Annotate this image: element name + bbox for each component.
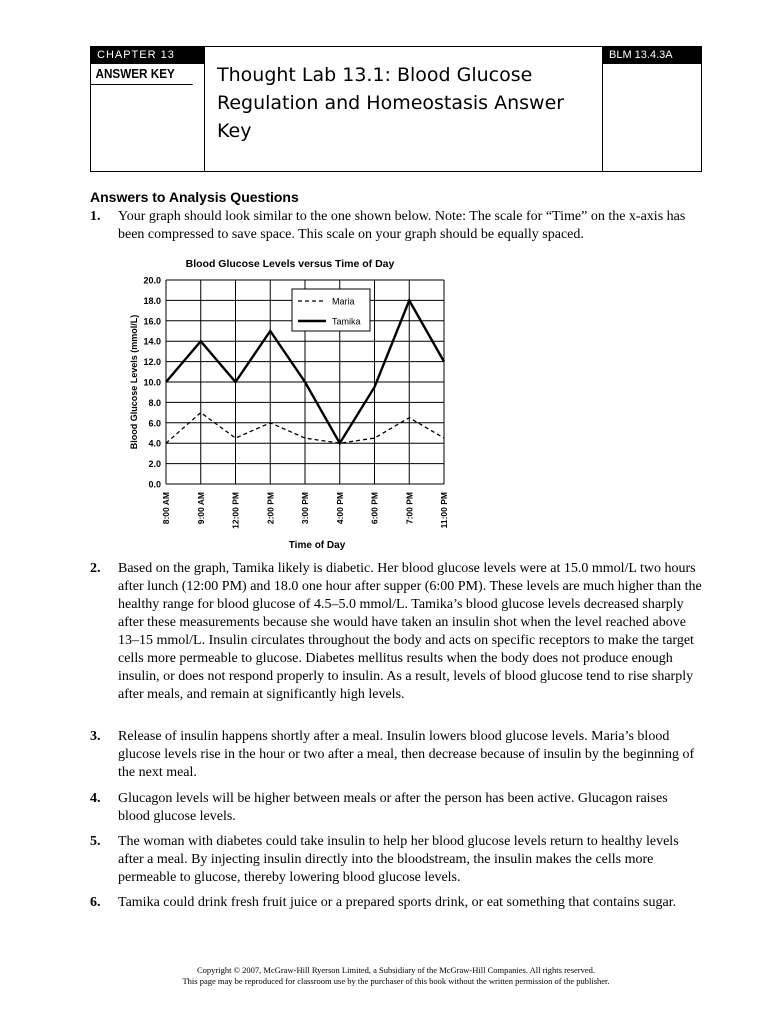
y-tick-label: 0.0	[148, 479, 161, 490]
y-axis-label: Blood Glucose Levels (mmol/L)	[129, 314, 139, 450]
x-tick-label: 9:00 AM	[195, 492, 206, 525]
footer-permission: This page may be reproduced for classroom use by the purchaser of this book without the written permission of the publisher.	[182, 976, 610, 986]
answer-number: 2.	[90, 561, 101, 576]
blm-label: BLM 13.4.3A	[603, 47, 701, 64]
answer-text: Tamika could drink fresh fruit juice or a prepared sports drink, or eat something that contains sugar.	[118, 895, 677, 910]
answer-text: Release of insulin happens shortly after a meal. Insulin lowers blood glucose levels. Maria’s blood glucose levels rise in the hour or two after a meal, then decrease because of insulin by the beginning of the next meal.	[118, 729, 695, 780]
x-tick-label: 7:00 PM	[404, 492, 415, 525]
legend-label-tamika: Tamika	[332, 316, 361, 327]
answer-4	[90, 790, 702, 826]
chart-title: Blood Glucose Levels versus Time of Day	[185, 258, 395, 270]
page-title: Thought Lab 13.1: Blood Glucose Regulation and Homeostasis Answer Key	[217, 64, 565, 142]
footer-copyright: Copyright © 2007, McGraw-Hill Ryerson Limited, a Subsidiary of the McGraw-Hill Companies. All rights reserved.	[197, 965, 595, 975]
header-box	[90, 46, 702, 172]
answer-number: 3.	[90, 729, 101, 744]
x-tick-label: 2:00 PM	[265, 492, 276, 525]
legend-label-maria: Maria	[332, 296, 355, 307]
y-tick-label: 2.0	[148, 459, 161, 470]
y-tick-label: 6.0	[148, 418, 161, 429]
answer-text: The woman with diabetes could take insulin to help her blood glucose levels return to healthy levels after a meal. By injecting insulin directly into the bloodstream, the insulin makes the cells more permeable to glucose, thereby lowering blood glucose levels.	[118, 834, 679, 885]
y-tick-label: 20.0	[143, 275, 161, 286]
chapter-label: CHAPTER 13	[91, 47, 204, 64]
x-tick-label: 11:00 PM	[439, 492, 449, 529]
answer-number: 4.	[90, 791, 101, 806]
y-tick-label: 14.0	[143, 336, 161, 347]
y-tick-label: 12.0	[143, 357, 161, 368]
answer-number: 6.	[90, 895, 101, 910]
x-tick-label: 4:00 PM	[334, 492, 345, 525]
answer-text: Based on the graph, Tamika likely is diabetic. Her blood glucose levels were at 15.0 mmol/L two hours after lunch (12:00 PM) and 18.0 one hour after supper (6:00 PM). These levels are much higher than the healthy range for blood glucose of 4.5–5.0 mmol/L. Tamika’s blood glucose levels decreased sharply after these measurements because she would have taken an insulin shot when the level reached above 13–15 mmol/L. Insulin circulates throughout the body and acts on specific receptors to make the target cells more permeable to glucose. Diabetes mellitus results when the body does not produce enough insulin, or does not respond properly to insulin. As a result, levels of blood glucose tend to rise sharply after meals, and remain at significantly high levels.	[118, 561, 702, 702]
y-tick-label: 18.0	[143, 295, 161, 306]
section-heading: Answers to Analysis Questions	[90, 189, 299, 205]
footer	[90, 965, 702, 987]
answer-6	[90, 894, 702, 912]
answer-text: Your graph should look similar to the one shown below. Note: The scale for “Time” on the x-axis has been compressed to save space. This scale on your graph should be equally spaced.	[118, 209, 686, 242]
y-tick-label: 10.0	[143, 377, 161, 388]
answer-2	[90, 560, 702, 704]
answer-number: 5.	[90, 834, 101, 849]
answer-5	[90, 833, 702, 887]
chapter-box	[91, 47, 205, 171]
glucose-chart	[126, 252, 456, 552]
y-tick-label: 16.0	[143, 316, 161, 327]
answer-3	[90, 728, 702, 782]
x-tick-label: 6:00 PM	[369, 492, 380, 525]
y-tick-label: 4.0	[148, 438, 161, 449]
y-tick-label: 8.0	[148, 397, 161, 408]
answer-1	[90, 208, 702, 244]
answer-text: Glucagon levels will be higher between meals or after the person has been active. Glucagon raises blood glucose levels.	[118, 791, 668, 824]
answer-key-label: ANSWER KEY	[91, 64, 193, 85]
x-tick-label: 12:00 PM	[230, 492, 241, 529]
x-tick-label: 3:00 PM	[300, 492, 310, 525]
x-axis-label: Time of Day	[288, 540, 346, 551]
answer-number: 1.	[90, 209, 101, 224]
blm-box	[602, 47, 701, 171]
x-tick-label: 8:00 AM	[161, 492, 171, 525]
